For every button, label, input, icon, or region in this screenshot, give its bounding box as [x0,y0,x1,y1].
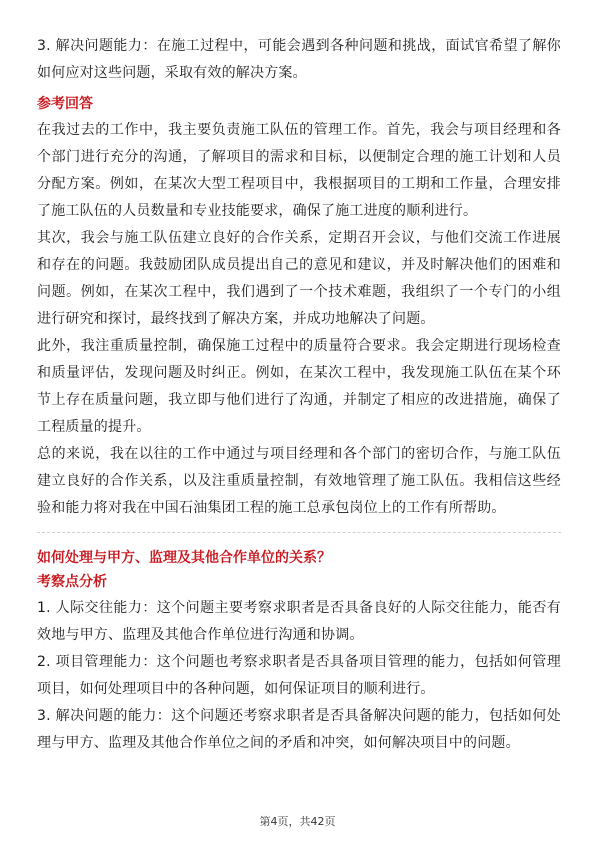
analysis-heading: 考察点分析 [37,574,107,590]
answer-paragraph: 总的来说，我在以往的工作中通过与项目经理和各个部门的密切合作，与施工队伍建立良好的合作关系，以及注重质量控制，有效地管理了施工队伍。我相信这些经验和能力将对我在中国石油集团工程的施工总承包岗位上的工作有所帮助。 [37,446,561,516]
page-footer: 第4页，共42页 [259,815,336,828]
answer-paragraph: 在我过去的工作中，我主要负责施工队伍的管理工作。首先，我会与项目经理和各个部门进行充分的沟通，了解项目的需求和目标，以便制定合理的施工计划和人员分配方案。例如，在某次大型工程项目中，我根据项目的工期和工作量，合理安排了施工队伍的人员数量和专业技能要求，确保了施工进度的顺利进行。 [37,122,561,219]
answer-heading: 参考回答 [37,96,93,112]
top-item: 3. 解决问题能力：在施工过程中，可能会遇到各种问题和挑战，面试官希望了解你如何应对这些问题，采取有效的解决方案。 [37,38,561,81]
answer-paragraph: 此外，我注重质量控制，确保施工过程中的质量符合要求。我会定期进行现场检查和质量评估，发现问题及时纠正。例如，在某次工程中，我发现施工队伍在某个环节上存在质量问题，我立即与他们进行了沟通，并制定了相应的改进措施，确保了工程质量的提升。 [37,338,561,435]
question-title: 如何处理与甲方、监理及其他合作单位的关系？ [37,550,331,566]
document-page [37,33,561,757]
analysis-item: 3. 解决问题的能力：这个问题还考察求职者是否具备解决问题的能力，包括如何处理与甲方、监理及其他合作单位之间的矛盾和冲突，如何解决项目中的问题。 [37,708,561,751]
analysis-item: 2. 项目管理能力：这个问题也考察求职者是否具备项目管理的能力，包括如何管理项目，如何处理项目中的各种问题，如何保证项目的顺利进行。 [37,654,561,697]
answer-paragraph: 其次，我会与施工队伍建立良好的合作关系，定期召开会议，与他们交流工作进展和存在的问题。我鼓励团队成员提出自己的意见和建议，并及时解决他们的困难和问题。例如，在某次工程中，我们遇到了一个技术难题，我组织了一个专门的小组进行研究和探讨，最终找到了解决方案，并成功地解决了问题。 [37,230,561,327]
analysis-item: 1. 人际交往能力：这个问题主要考察求职者是否具备良好的人际交往能力，能否有效地与甲方、监理及其他合作单位进行沟通和协调。 [37,600,561,643]
section-divider [37,532,561,533]
